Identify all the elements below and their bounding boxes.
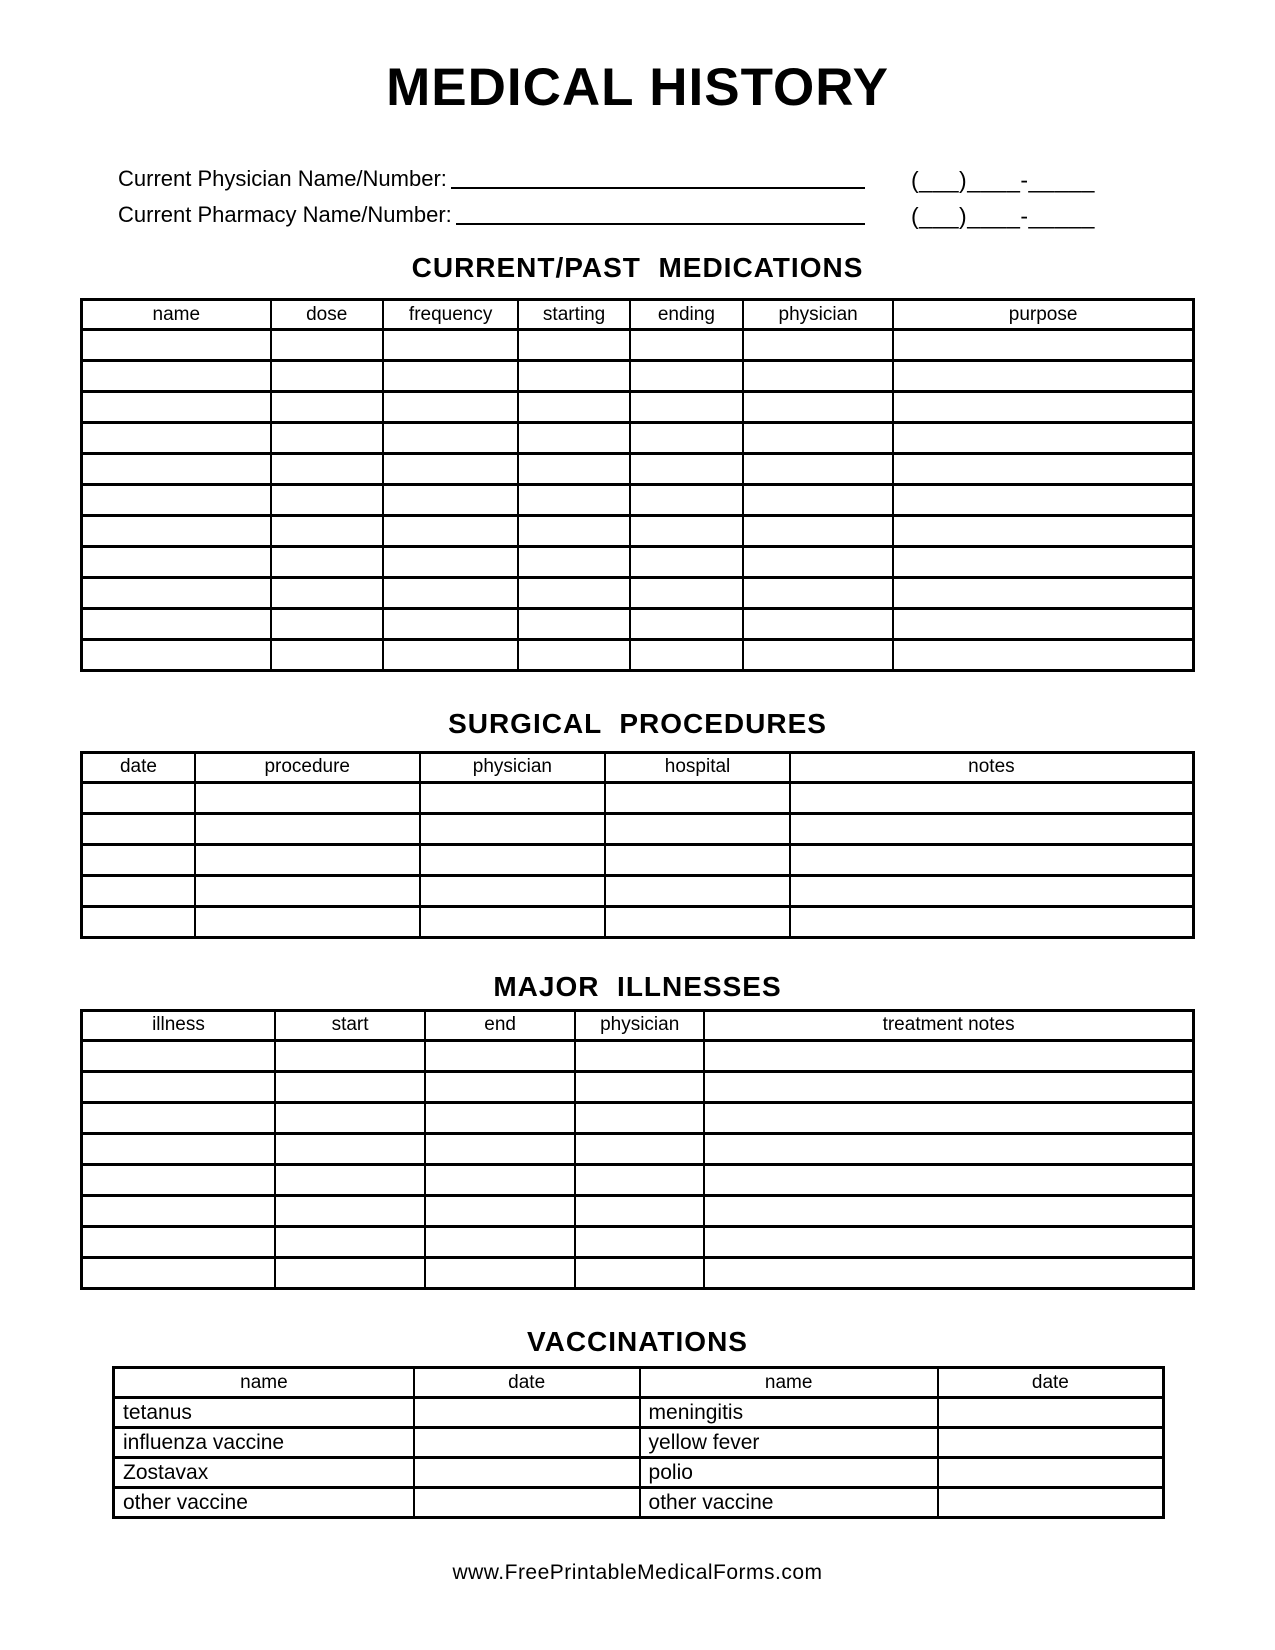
surgical-empty-cell <box>195 875 420 906</box>
surgical-row <box>82 844 1194 875</box>
medications-empty-cell <box>82 423 271 454</box>
medications-empty-cell <box>743 330 893 361</box>
vaccinations-table <box>112 1366 1165 1519</box>
vaccinations-row <box>114 1458 1164 1488</box>
surgical-empty-cell <box>605 782 790 813</box>
illnesses-empty-cell <box>575 1164 704 1195</box>
surgical-empty-cell <box>420 813 606 844</box>
medications-empty-cell <box>518 609 629 640</box>
medications-empty-cell <box>271 609 383 640</box>
illnesses-column-header-start: start <box>275 1010 425 1040</box>
illnesses-row <box>82 1195 1194 1226</box>
medications-empty-cell <box>630 609 743 640</box>
vaccinations-cell-meningitis: meningitis <box>640 1398 938 1428</box>
medications-empty-cell <box>82 330 271 361</box>
medications-empty-cell <box>518 392 629 423</box>
medications-empty-cell <box>893 640 1193 671</box>
surgical-empty-cell <box>195 844 420 875</box>
surgical-row <box>82 782 1194 813</box>
medications-empty-cell <box>518 547 629 578</box>
vaccinations-empty-cell <box>414 1398 640 1428</box>
illnesses-empty-cell <box>425 1195 575 1226</box>
medications-empty-cell <box>893 516 1193 547</box>
medications-empty-cell <box>743 454 893 485</box>
medications-empty-cell <box>383 361 519 392</box>
illnesses-empty-cell <box>425 1102 575 1133</box>
medications-empty-cell <box>743 547 893 578</box>
illnesses-row <box>82 1164 1194 1195</box>
medications-empty-cell <box>893 454 1193 485</box>
medications-empty-cell <box>383 547 519 578</box>
surgical-section-title: SURGICAL PROCEDURES <box>448 708 827 740</box>
medications-empty-cell <box>630 578 743 609</box>
medications-empty-cell <box>893 330 1193 361</box>
medications-empty-cell <box>518 516 629 547</box>
vaccinations-column-header-date: date <box>938 1368 1164 1398</box>
medications-empty-cell <box>893 423 1193 454</box>
surgical-empty-cell <box>195 782 420 813</box>
surgical-empty-cell <box>605 844 790 875</box>
surgical-empty-cell <box>420 782 606 813</box>
physician-phone-blank: (___)____-_____ <box>911 167 1095 194</box>
surgical-column-header-date: date <box>82 752 195 782</box>
surgical-empty-cell <box>790 844 1194 875</box>
medications-empty-cell <box>630 640 743 671</box>
surgical-empty-cell <box>790 813 1194 844</box>
physician-label: Current Physician Name/Number: <box>118 166 447 192</box>
illnesses-empty-cell <box>275 1071 425 1102</box>
medications-column-header-starting: starting <box>518 300 629 330</box>
medications-empty-cell <box>743 609 893 640</box>
illnesses-empty-cell <box>82 1040 275 1071</box>
illnesses-empty-cell <box>704 1257 1193 1288</box>
vaccinations-empty-cell <box>938 1398 1164 1428</box>
illnesses-row <box>82 1040 1194 1071</box>
illnesses-column-header-end: end <box>425 1010 575 1040</box>
illnesses-empty-cell <box>425 1071 575 1102</box>
medications-empty-cell <box>383 485 519 516</box>
vaccinations-empty-cell <box>938 1428 1164 1458</box>
medications-empty-cell <box>82 609 271 640</box>
illnesses-empty-cell <box>575 1071 704 1102</box>
medications-header-row <box>82 300 1194 330</box>
medications-column-header-physician: physician <box>743 300 893 330</box>
vaccinations-cell-yellow-fever: yellow fever <box>640 1428 938 1458</box>
vaccinations-row <box>114 1488 1164 1518</box>
footer-url[interactable]: www.FreePrintableMedicalForms.com <box>452 1561 823 1584</box>
illnesses-column-header-treatment-notes: treatment notes <box>704 1010 1193 1040</box>
medications-empty-cell <box>743 485 893 516</box>
medications-row <box>82 454 1194 485</box>
medications-empty-cell <box>82 516 271 547</box>
medications-column-header-purpose: purpose <box>893 300 1193 330</box>
medications-empty-cell <box>518 361 629 392</box>
illnesses-empty-cell <box>575 1040 704 1071</box>
surgical-empty-cell <box>790 906 1194 937</box>
medications-row <box>82 423 1194 454</box>
illnesses-row <box>82 1071 1194 1102</box>
medications-empty-cell <box>630 454 743 485</box>
medications-empty-cell <box>630 516 743 547</box>
medications-empty-cell <box>271 516 383 547</box>
medications-empty-cell <box>82 454 271 485</box>
vaccinations-cell-other-vaccine: other vaccine <box>640 1488 938 1518</box>
vaccinations-empty-cell <box>938 1488 1164 1518</box>
surgical-empty-cell <box>420 844 606 875</box>
illnesses-empty-cell <box>275 1226 425 1257</box>
medications-empty-cell <box>383 392 519 423</box>
vaccinations-row <box>114 1428 1164 1458</box>
medications-empty-cell <box>630 423 743 454</box>
vaccinations-column-header-name: name <box>640 1368 938 1398</box>
medications-empty-cell <box>82 578 271 609</box>
medications-empty-cell <box>82 547 271 578</box>
illnesses-column-header-illness: illness <box>82 1010 275 1040</box>
medications-row <box>82 361 1194 392</box>
medications-empty-cell <box>383 516 519 547</box>
illnesses-empty-cell <box>704 1040 1193 1071</box>
medications-column-header-name: name <box>82 300 271 330</box>
medications-empty-cell <box>271 330 383 361</box>
vaccinations-header-row <box>114 1368 1164 1398</box>
surgical-empty-cell <box>82 844 195 875</box>
medications-row <box>82 547 1194 578</box>
contact-fields <box>0 156 1275 228</box>
physician-contact-row <box>118 156 1123 192</box>
surgical-header-row <box>82 752 1194 782</box>
medications-table <box>80 298 1195 672</box>
surgical-row <box>82 906 1194 937</box>
surgical-empty-cell <box>82 782 195 813</box>
physician-name-blank <box>451 187 865 189</box>
illnesses-empty-cell <box>575 1102 704 1133</box>
medications-empty-cell <box>82 485 271 516</box>
illnesses-empty-cell <box>704 1102 1193 1133</box>
vaccinations-empty-cell <box>414 1428 640 1458</box>
medications-empty-cell <box>893 578 1193 609</box>
surgical-empty-cell <box>605 875 790 906</box>
illnesses-empty-cell <box>425 1164 575 1195</box>
vaccinations-section-title: VACCINATIONS <box>527 1325 748 1357</box>
illnesses-empty-cell <box>275 1164 425 1195</box>
illnesses-empty-cell <box>704 1133 1193 1164</box>
surgical-empty-cell <box>82 875 195 906</box>
illnesses-empty-cell <box>425 1133 575 1164</box>
illnesses-empty-cell <box>275 1102 425 1133</box>
vaccinations-cell-polio: polio <box>640 1458 938 1488</box>
vaccinations-cell-Zostavax: Zostavax <box>114 1458 414 1488</box>
illnesses-empty-cell <box>704 1195 1193 1226</box>
pharmacy-label: Current Pharmacy Name/Number: <box>118 202 452 228</box>
medications-empty-cell <box>383 640 519 671</box>
medications-empty-cell <box>630 547 743 578</box>
surgical-column-header-procedure: procedure <box>195 752 420 782</box>
medications-empty-cell <box>271 454 383 485</box>
pharmacy-contact-row <box>118 192 1123 228</box>
illnesses-empty-cell <box>275 1133 425 1164</box>
illnesses-empty-cell <box>704 1071 1193 1102</box>
medications-empty-cell <box>743 516 893 547</box>
surgical-empty-cell <box>195 813 420 844</box>
medications-empty-cell <box>271 578 383 609</box>
form-title: MEDICAL HISTORY <box>386 58 889 117</box>
surgical-empty-cell <box>605 813 790 844</box>
illnesses-empty-cell <box>82 1226 275 1257</box>
illnesses-empty-cell <box>575 1195 704 1226</box>
medications-empty-cell <box>630 392 743 423</box>
medications-empty-cell <box>383 578 519 609</box>
medications-empty-cell <box>271 485 383 516</box>
medications-empty-cell <box>893 361 1193 392</box>
medications-empty-cell <box>743 392 893 423</box>
medications-empty-cell <box>630 330 743 361</box>
illnesses-empty-cell <box>82 1133 275 1164</box>
vaccinations-cell-influenza-vaccine: influenza vaccine <box>114 1428 414 1458</box>
illnesses-row <box>82 1102 1194 1133</box>
medications-row <box>82 330 1194 361</box>
illnesses-empty-cell <box>82 1257 275 1288</box>
medications-empty-cell <box>893 392 1193 423</box>
medications-empty-cell <box>743 361 893 392</box>
medications-empty-cell <box>518 454 629 485</box>
footer <box>0 1561 1275 1585</box>
medications-row <box>82 640 1194 671</box>
medications-empty-cell <box>630 485 743 516</box>
vaccinations-empty-cell <box>414 1458 640 1488</box>
medications-empty-cell <box>743 578 893 609</box>
medications-empty-cell <box>893 609 1193 640</box>
illnesses-empty-cell <box>82 1164 275 1195</box>
pharmacy-name-blank <box>456 223 865 225</box>
medications-empty-cell <box>743 423 893 454</box>
medications-empty-cell <box>518 485 629 516</box>
vaccinations-column-header-name: name <box>114 1368 414 1398</box>
illnesses-empty-cell <box>82 1102 275 1133</box>
surgical-empty-cell <box>82 906 195 937</box>
medications-empty-cell <box>383 423 519 454</box>
medications-empty-cell <box>271 392 383 423</box>
illnesses-empty-cell <box>704 1226 1193 1257</box>
illnesses-empty-cell <box>82 1071 275 1102</box>
illnesses-column-header-physician: physician <box>575 1010 704 1040</box>
surgical-empty-cell <box>605 906 790 937</box>
medications-empty-cell <box>383 609 519 640</box>
illnesses-empty-cell <box>575 1226 704 1257</box>
surgical-column-header-notes: notes <box>790 752 1194 782</box>
medications-empty-cell <box>518 330 629 361</box>
medications-empty-cell <box>82 392 271 423</box>
medications-empty-cell <box>383 330 519 361</box>
medications-empty-cell <box>518 640 629 671</box>
medications-empty-cell <box>518 578 629 609</box>
medications-empty-cell <box>82 640 271 671</box>
medications-empty-cell <box>82 361 271 392</box>
medications-column-header-dose: dose <box>271 300 383 330</box>
illnesses-section-title: MAJOR ILLNESSES <box>493 970 782 1002</box>
medications-empty-cell <box>383 454 519 485</box>
illnesses-empty-cell <box>575 1133 704 1164</box>
surgical-empty-cell <box>420 875 606 906</box>
medications-empty-cell <box>893 485 1193 516</box>
illnesses-row <box>82 1133 1194 1164</box>
medications-column-header-ending: ending <box>630 300 743 330</box>
surgical-procedures-table <box>80 751 1195 939</box>
illnesses-row <box>82 1257 1194 1288</box>
vaccinations-empty-cell <box>414 1488 640 1518</box>
surgical-column-header-hospital: hospital <box>605 752 790 782</box>
pharmacy-phone-blank: (___)____-_____ <box>911 203 1095 230</box>
surgical-empty-cell <box>420 906 606 937</box>
illnesses-empty-cell <box>704 1164 1193 1195</box>
medications-empty-cell <box>271 423 383 454</box>
illnesses-empty-cell <box>82 1195 275 1226</box>
illnesses-row <box>82 1226 1194 1257</box>
illnesses-empty-cell <box>275 1257 425 1288</box>
medications-empty-cell <box>893 547 1193 578</box>
vaccinations-row <box>114 1398 1164 1428</box>
medications-empty-cell <box>743 640 893 671</box>
major-illnesses-table <box>80 1009 1195 1290</box>
medications-row <box>82 485 1194 516</box>
surgical-empty-cell <box>195 906 420 937</box>
medications-empty-cell <box>518 423 629 454</box>
illnesses-empty-cell <box>275 1040 425 1071</box>
medications-row <box>82 392 1194 423</box>
surgical-empty-cell <box>790 875 1194 906</box>
illnesses-header-row <box>82 1010 1194 1040</box>
medications-row <box>82 516 1194 547</box>
medications-column-header-frequency: frequency <box>383 300 519 330</box>
illnesses-empty-cell <box>425 1040 575 1071</box>
illnesses-empty-cell <box>275 1195 425 1226</box>
medications-empty-cell <box>271 640 383 671</box>
surgical-row <box>82 875 1194 906</box>
medications-empty-cell <box>630 361 743 392</box>
illnesses-empty-cell <box>425 1257 575 1288</box>
medications-section-title: CURRENT/PAST MEDICATIONS <box>411 252 864 284</box>
medications-row <box>82 578 1194 609</box>
surgical-empty-cell <box>790 782 1194 813</box>
medications-empty-cell <box>271 547 383 578</box>
vaccinations-column-header-date: date <box>414 1368 640 1398</box>
surgical-row <box>82 813 1194 844</box>
illnesses-empty-cell <box>425 1226 575 1257</box>
surgical-empty-cell <box>82 813 195 844</box>
medications-row <box>82 609 1194 640</box>
vaccinations-cell-tetanus: tetanus <box>114 1398 414 1428</box>
vaccinations-cell-other-vaccine: other vaccine <box>114 1488 414 1518</box>
medications-empty-cell <box>271 361 383 392</box>
surgical-column-header-physician: physician <box>420 752 606 782</box>
illnesses-empty-cell <box>575 1257 704 1288</box>
vaccinations-empty-cell <box>938 1458 1164 1488</box>
